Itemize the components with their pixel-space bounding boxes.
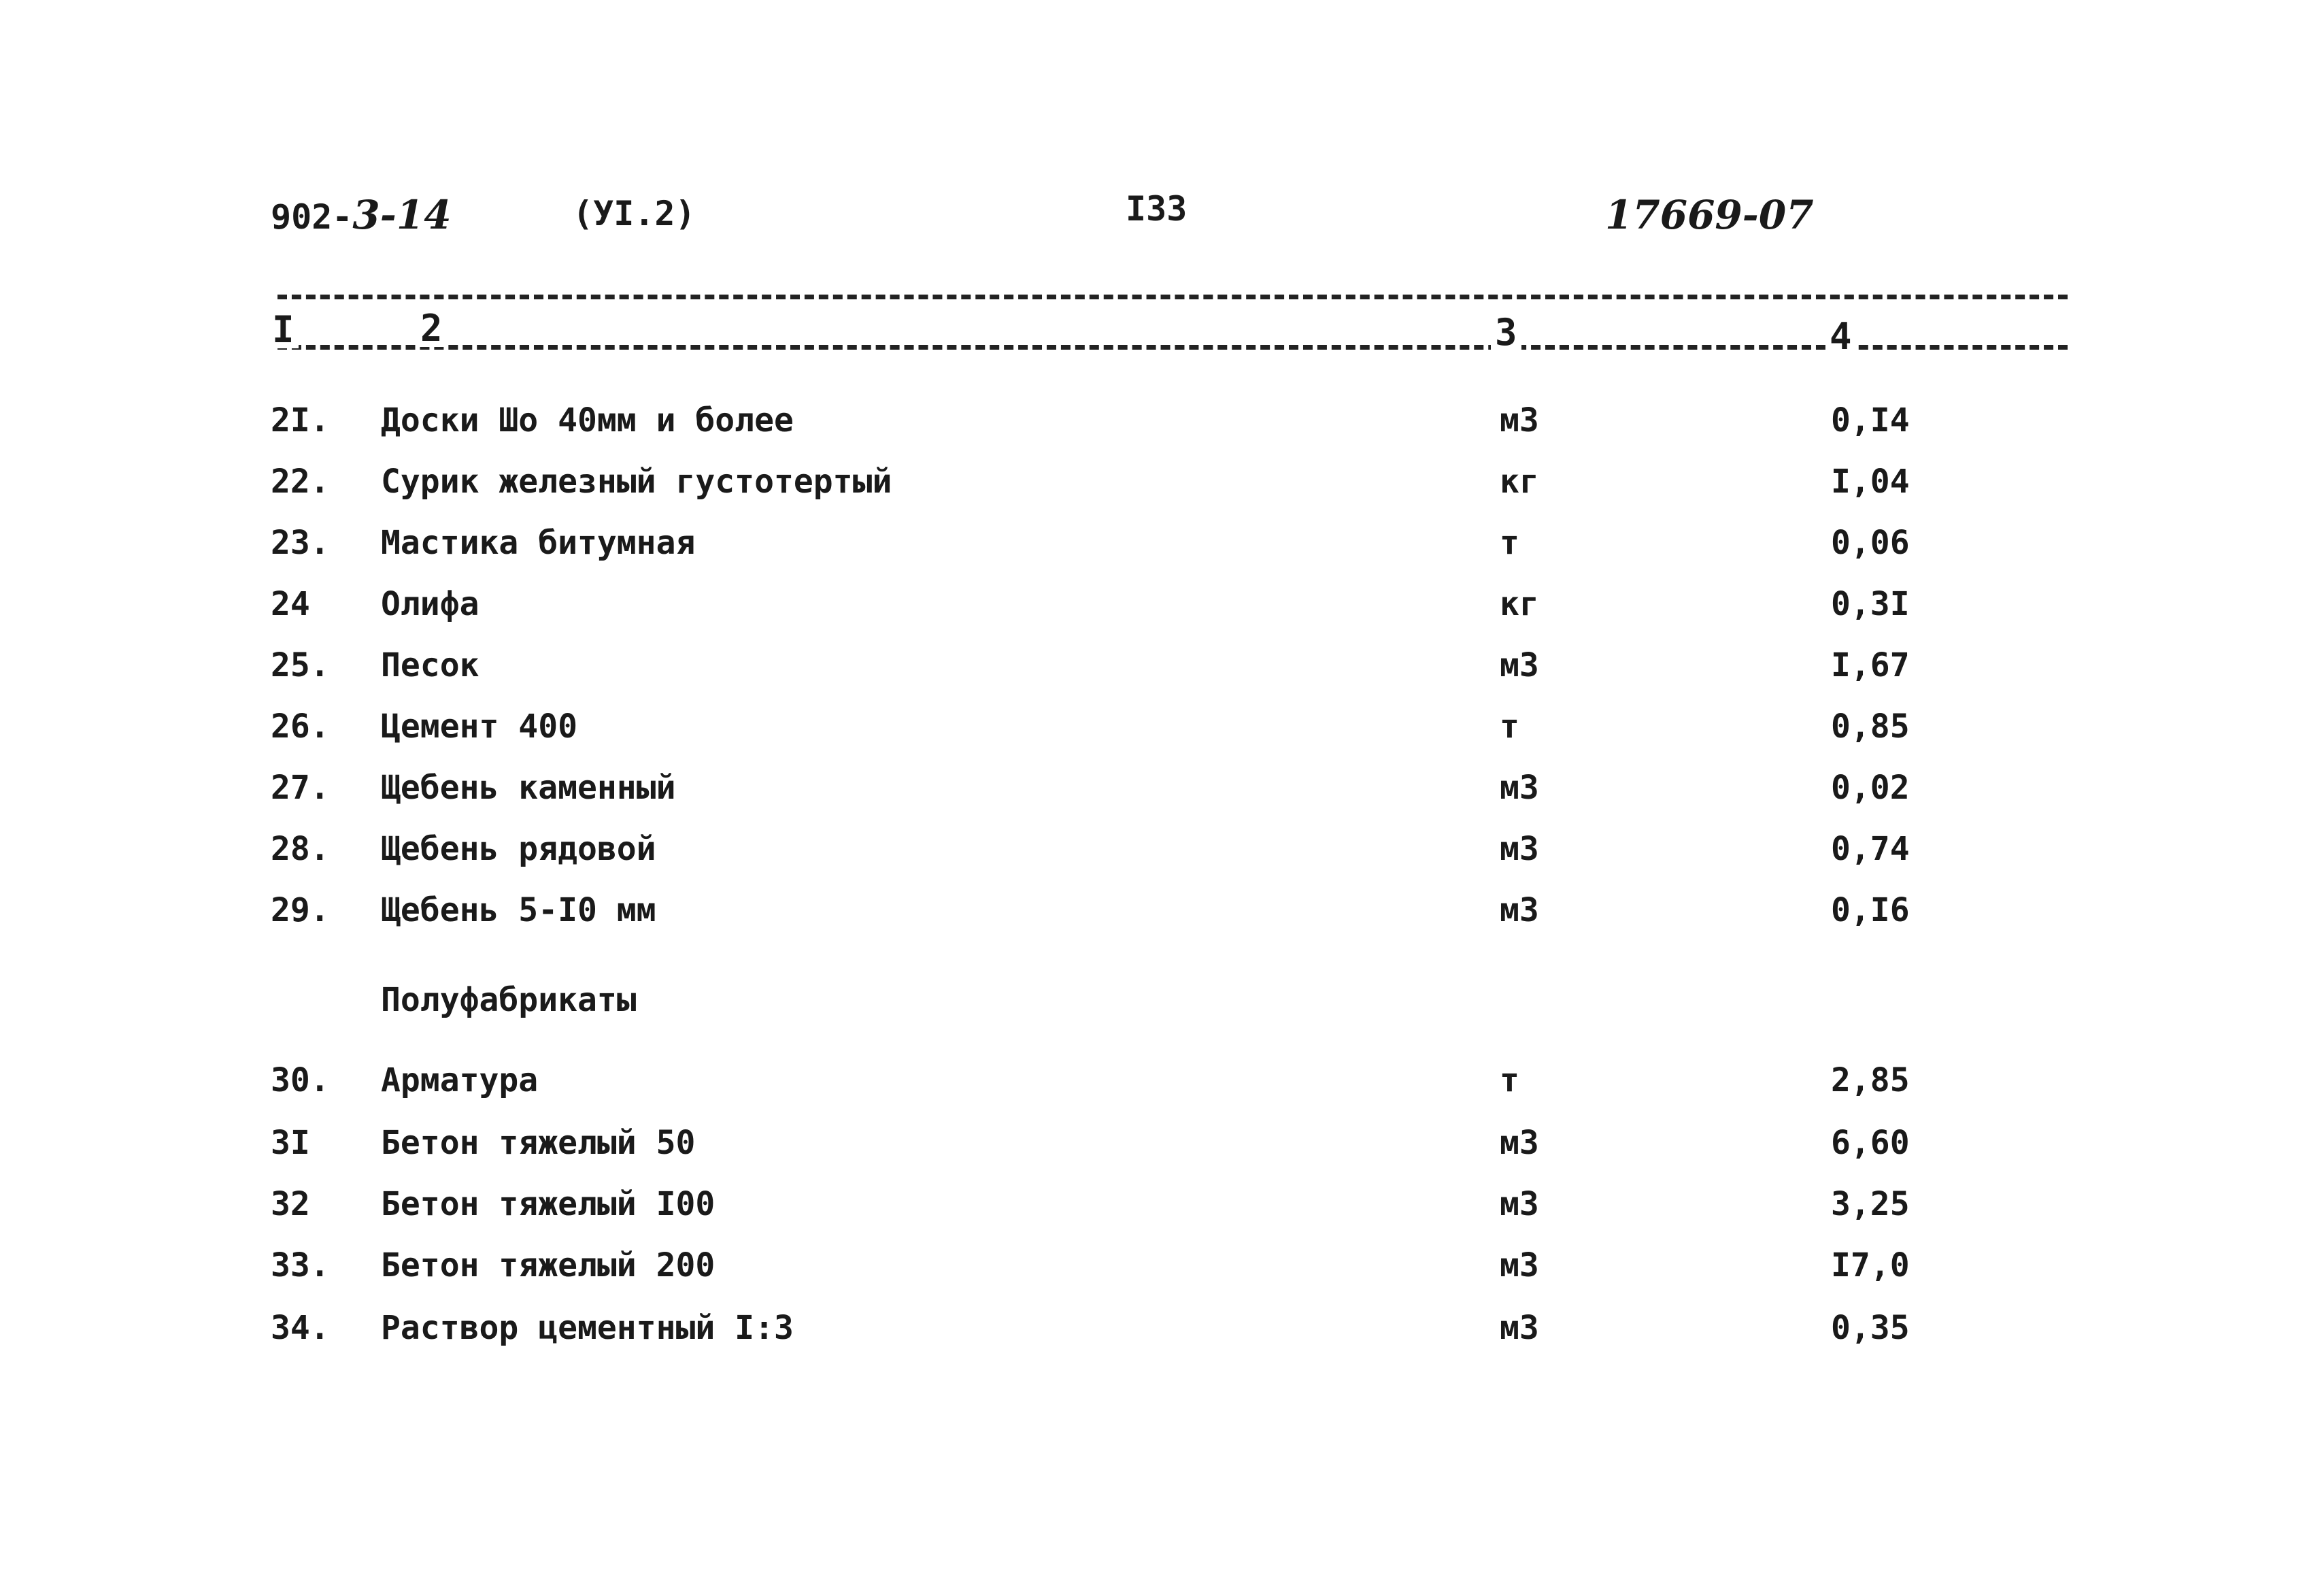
material-name: Сурик железный густотертый <box>381 463 892 501</box>
quantity: І,67 <box>1831 646 1910 684</box>
quantity: І,04 <box>1831 463 1910 501</box>
unit: м3 <box>1500 646 1539 684</box>
table-row <box>0 401 2324 456</box>
material-name: Мастика битумная <box>381 524 696 562</box>
unit: м3 <box>1500 830 1539 868</box>
table-row <box>0 769 2324 823</box>
table-row <box>0 1124 2324 1178</box>
quantity: 6,60 <box>1831 1124 1910 1162</box>
series-code <box>271 192 452 238</box>
row-number: 26. <box>271 708 330 746</box>
unit: м3 <box>1500 1124 1539 1162</box>
material-name: Олифа <box>381 585 479 623</box>
row-number: 29. <box>271 891 330 929</box>
material-name: Щебень каменный <box>381 769 676 807</box>
table-row <box>0 1246 2324 1301</box>
quantity: 3,25 <box>1831 1185 1910 1223</box>
row-number: 24 <box>271 585 310 623</box>
unit: м3 <box>1500 1309 1539 1347</box>
row-number: 2І. <box>271 401 330 439</box>
column-number-1: І <box>268 312 299 348</box>
table-row <box>0 830 2324 884</box>
row-number: 30. <box>271 1061 330 1099</box>
header-rule-bottom <box>277 345 2068 350</box>
row-number: 33. <box>271 1246 330 1284</box>
material-name: Раствор цементный І:3 <box>381 1309 794 1347</box>
table-row <box>0 1309 2324 1363</box>
row-number: 25. <box>271 646 330 684</box>
quantity: І7,0 <box>1831 1246 1910 1284</box>
table-row <box>0 585 2324 639</box>
row-number: 34. <box>271 1309 330 1347</box>
quantity: 2,85 <box>1831 1061 1910 1099</box>
quantity: 0,02 <box>1831 769 1910 807</box>
quantity: 0,І6 <box>1831 891 1910 929</box>
material-name: Арматура <box>381 1061 539 1099</box>
table-row <box>0 1061 2324 1116</box>
material-name: Щебень рядовой <box>381 830 656 868</box>
section-heading: Полуфабрикаты <box>381 981 637 1019</box>
unit: кг <box>1500 463 1539 501</box>
quantity: 0,06 <box>1831 524 1910 562</box>
table-row <box>0 1185 2324 1240</box>
row-number: 3І <box>271 1124 310 1162</box>
quantity: 0,74 <box>1831 830 1910 868</box>
material-name: Цемент 400 <box>381 708 577 746</box>
quantity: 0,3І <box>1831 585 1910 623</box>
unit: кг <box>1500 585 1539 623</box>
quantity: 0,85 <box>1831 708 1910 746</box>
table-row <box>0 463 2324 517</box>
series-prefix: 902- <box>271 197 353 237</box>
table-row <box>0 646 2324 701</box>
row-number: 27. <box>271 769 330 807</box>
row-number: 22. <box>271 463 330 501</box>
unit: м3 <box>1500 769 1539 807</box>
table-row <box>0 524 2324 578</box>
material-name: Бетон тяжелый 200 <box>381 1246 715 1284</box>
document-number: 17669-07 <box>1605 192 1814 238</box>
column-number-2: 2 <box>416 310 447 347</box>
material-name: Бетон тяжелый 50 <box>381 1124 696 1162</box>
material-name: Песок <box>381 646 479 684</box>
material-name: Бетон тяжелый І00 <box>381 1185 715 1223</box>
unit: т <box>1500 524 1519 562</box>
unit: т <box>1500 1061 1519 1099</box>
quantity: 0,І4 <box>1831 401 1910 439</box>
unit: м3 <box>1500 1246 1539 1284</box>
row-number: 28. <box>271 830 330 868</box>
material-name: Доски Шо 40мм и более <box>381 401 794 439</box>
row-number: 32 <box>271 1185 310 1223</box>
table-row <box>0 708 2324 762</box>
unit: м3 <box>1500 401 1539 439</box>
section-code: (УІ.2) <box>573 194 696 233</box>
quantity: 0,35 <box>1831 1309 1910 1347</box>
unit: т <box>1500 708 1519 746</box>
material-name: Щебень 5-І0 мм <box>381 891 656 929</box>
header-rule-top <box>277 295 2068 299</box>
column-number-3: 3 <box>1491 314 1521 351</box>
table-row <box>0 891 2324 946</box>
unit: м3 <box>1500 891 1539 929</box>
page-number: І33 <box>1126 189 1188 229</box>
unit: м3 <box>1500 1185 1539 1223</box>
row-number: 23. <box>271 524 330 562</box>
column-number-4: 4 <box>1825 318 1856 355</box>
series-handwritten: 3-14 <box>352 192 452 238</box>
